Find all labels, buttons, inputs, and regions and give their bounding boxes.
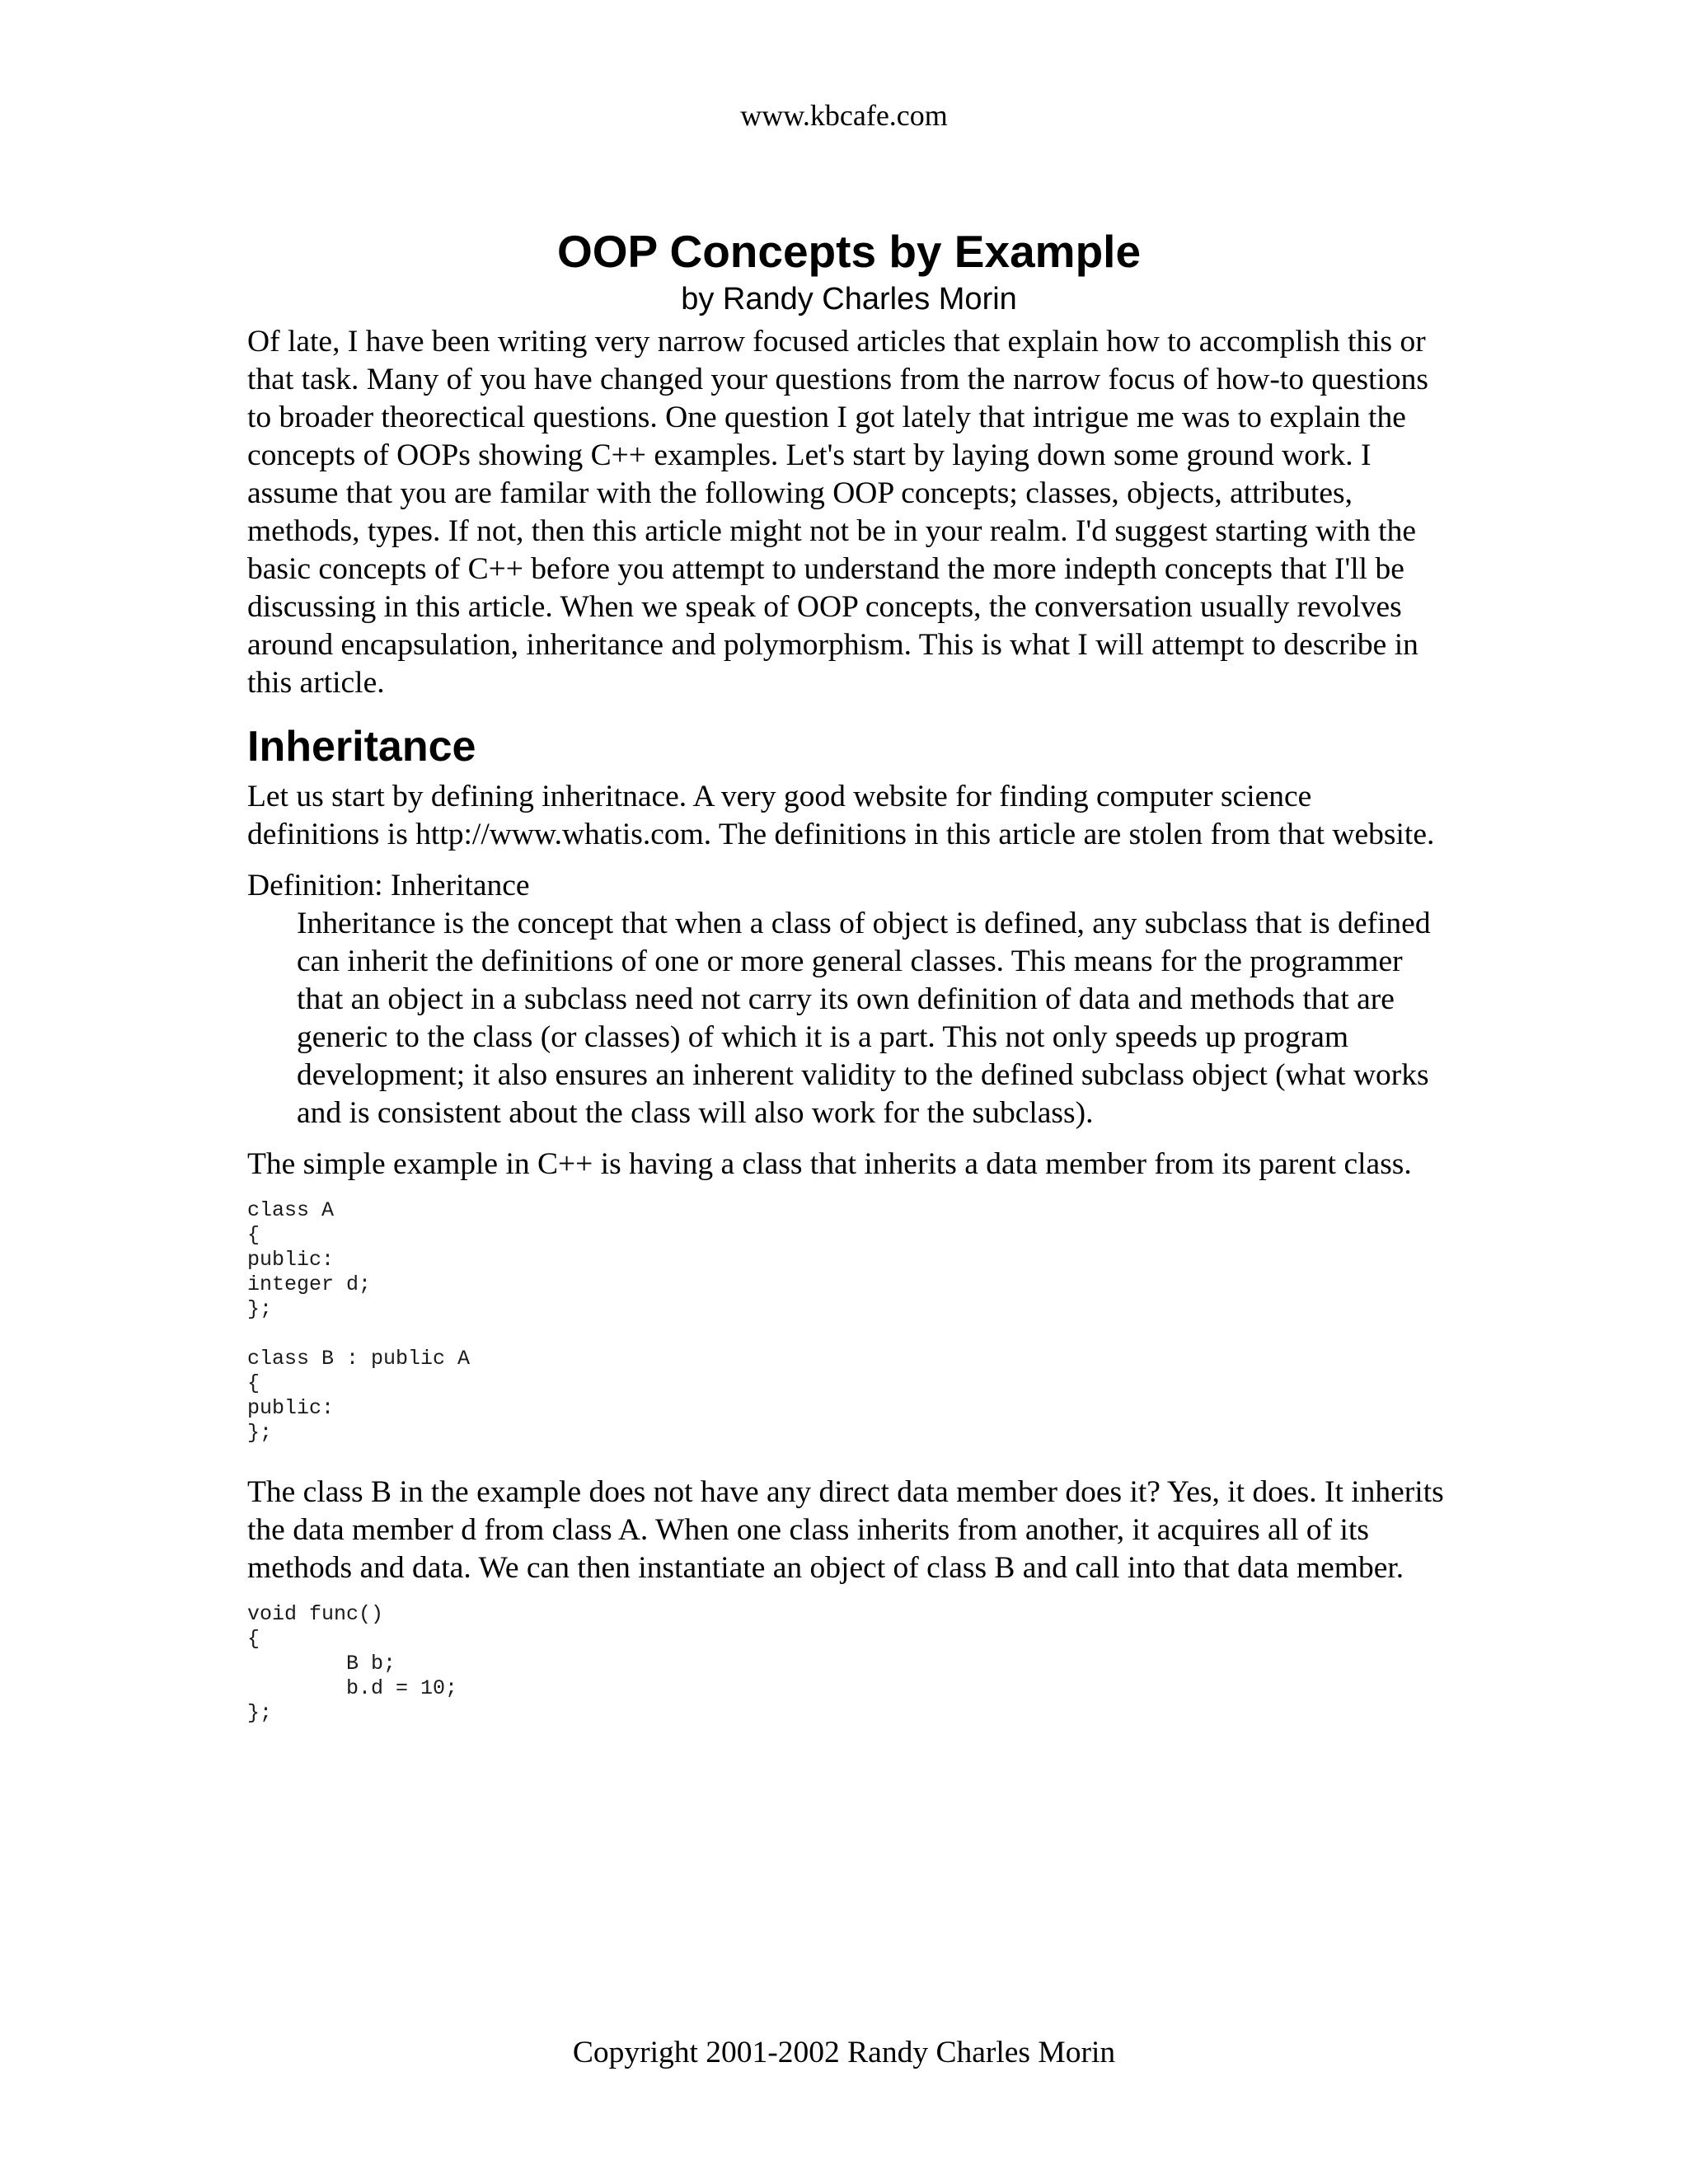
article-title: OOP Concepts by Example — [556, 226, 1142, 277]
definition-text: Inheritance is the concept that when a class of object is defined, any subclass that is defined can inherit the definitions of one or more general classes. This means for the programmer that an object in a subclass need not carry its own definition of data and methods that are generic to the class (or classes) of which it is a part. This not only speeds up program development; it also ensures an inherent validity to the defined subclass object (what works and is consistent about the class will also work for the subclass). — [297, 907, 1431, 1130]
inheritance-paragraph-2: The simple example in C++ is having a class that inherits a data member from its parent class. — [247, 1147, 1412, 1181]
article-byline: by Randy Charles Morin — [681, 282, 1017, 316]
inheritance-paragraph-1: Let us start by defining inheritnace. A very good website for finding computer science definitions is http://www.whatis.com. The definitions in this article are stolen from that website. — [247, 780, 1435, 851]
code-block-classes: class A { public: integer d; }; class B : public A { public: }; — [247, 1198, 471, 1445]
inheritance-paragraph-3: The class B in the example does not have any direct data member does it? Yes, it does. It inherits the data member d from class A. When one class inherits from another, it acquires all of its methods and data. We can then instantiate an object of class B and call into that data member. — [247, 1475, 1444, 1585]
page-footer-copyright: Copyright 2001-2002 Randy Charles Morin — [572, 2036, 1116, 2069]
definition-label: Definition: Inheritance — [247, 869, 530, 902]
intro-paragraph: Of late, I have been writing very narrow focused articles that explain how to accomplish this or that task. Many of you have changed your questions from the narrow focus of how-to questions to broader theorectical questions. One question I got lately that intrigue me was to explain the concepts of OOPs showing C++ examples. Let's start by laying down some ground work. I assume that you are familar with the following OOP concepts; classes, objects, attributes, methods, types. If not, then this article might not be in your realm. I'd suggest starting with the basic concepts of C++ before you attempt to understand the more indepth concepts that I'll be discussing in this article. When we speak of OOP concepts, the conversation usually revolves around encapsulation, inheritance and polymorphism. This is what I will attempt to describe in this article. — [247, 325, 1429, 700]
article-body — [247, 224, 1451, 1726]
page-header-site: www.kbcafe.com — [740, 99, 948, 132]
code-block-func: void func() { B b; b.d = 10; }; — [247, 1602, 458, 1725]
section-heading-inheritance: Inheritance — [247, 723, 476, 771]
